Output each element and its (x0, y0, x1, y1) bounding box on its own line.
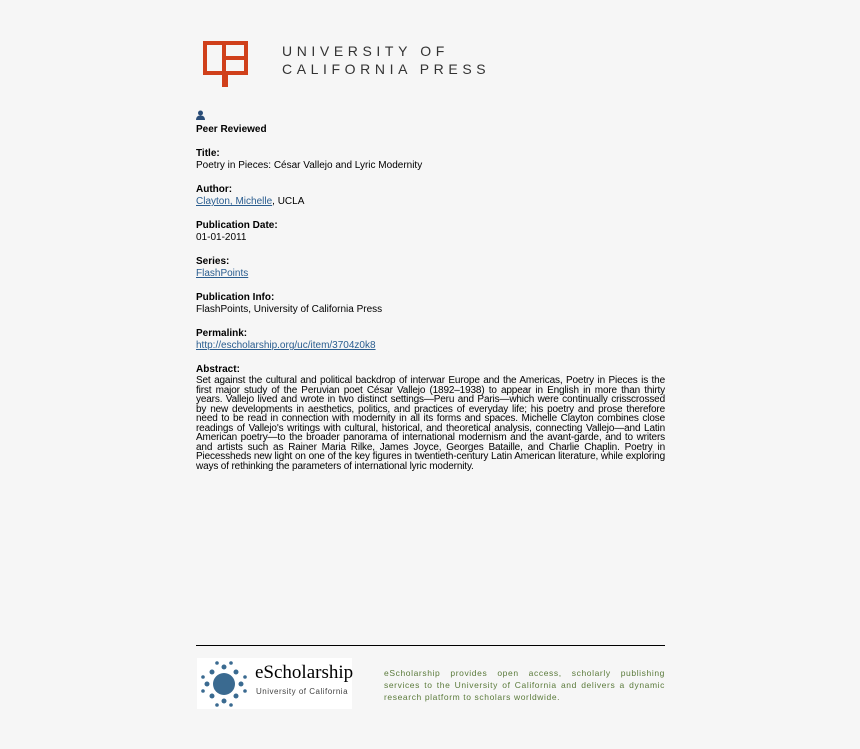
person-icon (196, 110, 205, 120)
pubinfo-value: FlashPoints, University of California Press (196, 304, 383, 315)
metadata (196, 110, 665, 471)
pubinfo-label: Publication Info: (196, 292, 275, 303)
author-label: Author: (196, 184, 233, 195)
series-label: Series: (196, 256, 230, 267)
title-label: Title: (196, 148, 220, 159)
peer-reviewed: Peer Reviewed (196, 124, 267, 135)
series-link[interactable]: FlashPoints (196, 268, 249, 279)
permalink-label: Permalink: (196, 328, 248, 339)
escholarship-logo[interactable] (197, 658, 352, 709)
publisher-line-2: CALIFORNIA PRESS (282, 61, 491, 77)
escholarship-title: eScholarship (255, 662, 354, 683)
footer-divider (196, 645, 665, 646)
abstract-text: Set against the cultural and political backdrop of interwar Europe and the Americas, Poetry in Pieces is the first major study of the Peruvian poet César Vallejo (1892–1938) to appear in English in more than thirty years. Vallejo lived and wrote in two distinct settings—Peru and Paris—which were continually crisscrossed by new developments in aesthetics, politics, and practices of everyday life; his poetry and prose therefore need to be read in connection with modernity in all its forms and spaces. Michelle Clayton combines close readings of Vallejo's writings with cultural, historical, and theoretical analysis, connecting Vallejo—and Latin American poetry—to the broader panorama of international modernism and the avant-garde, and to writers and artists such as Rainer Maria Rilke, James Joyce, Georges Bataille, and Charlie Chaplin. Poetry in Piecessheds new light on one of the key figures in twentieth-century Latin American literature, while exploring ways of rethinking the parameters of international lyric modernity. (196, 375, 665, 472)
abstract-label: Abstract: (196, 364, 240, 375)
escholarship-subtitle: University of California (256, 687, 349, 696)
uc-press-logo (203, 41, 249, 87)
escholarship-blurb: eScholarship provides open access, scholarly publishing services to the University of California and delivers a dynamic research platform to scholars worldwide. (384, 668, 665, 702)
escholarship-dots-icon (199, 659, 249, 709)
title-value: Poetry in Pieces: César Vallejo and Lyric Modernity (196, 160, 423, 171)
publisher-name (282, 42, 490, 78)
publisher-line-1: UNIVERSITY OF (282, 43, 449, 59)
permalink-link[interactable]: http://escholarship.org/uc/item/3704z0k8 (196, 340, 376, 351)
date-value: 01-01-2011 (196, 232, 247, 243)
author-link[interactable]: Clayton, Michelle (196, 196, 273, 207)
date-label: Publication Date: (196, 220, 278, 231)
author-affiliation: , UCLA (272, 196, 305, 207)
